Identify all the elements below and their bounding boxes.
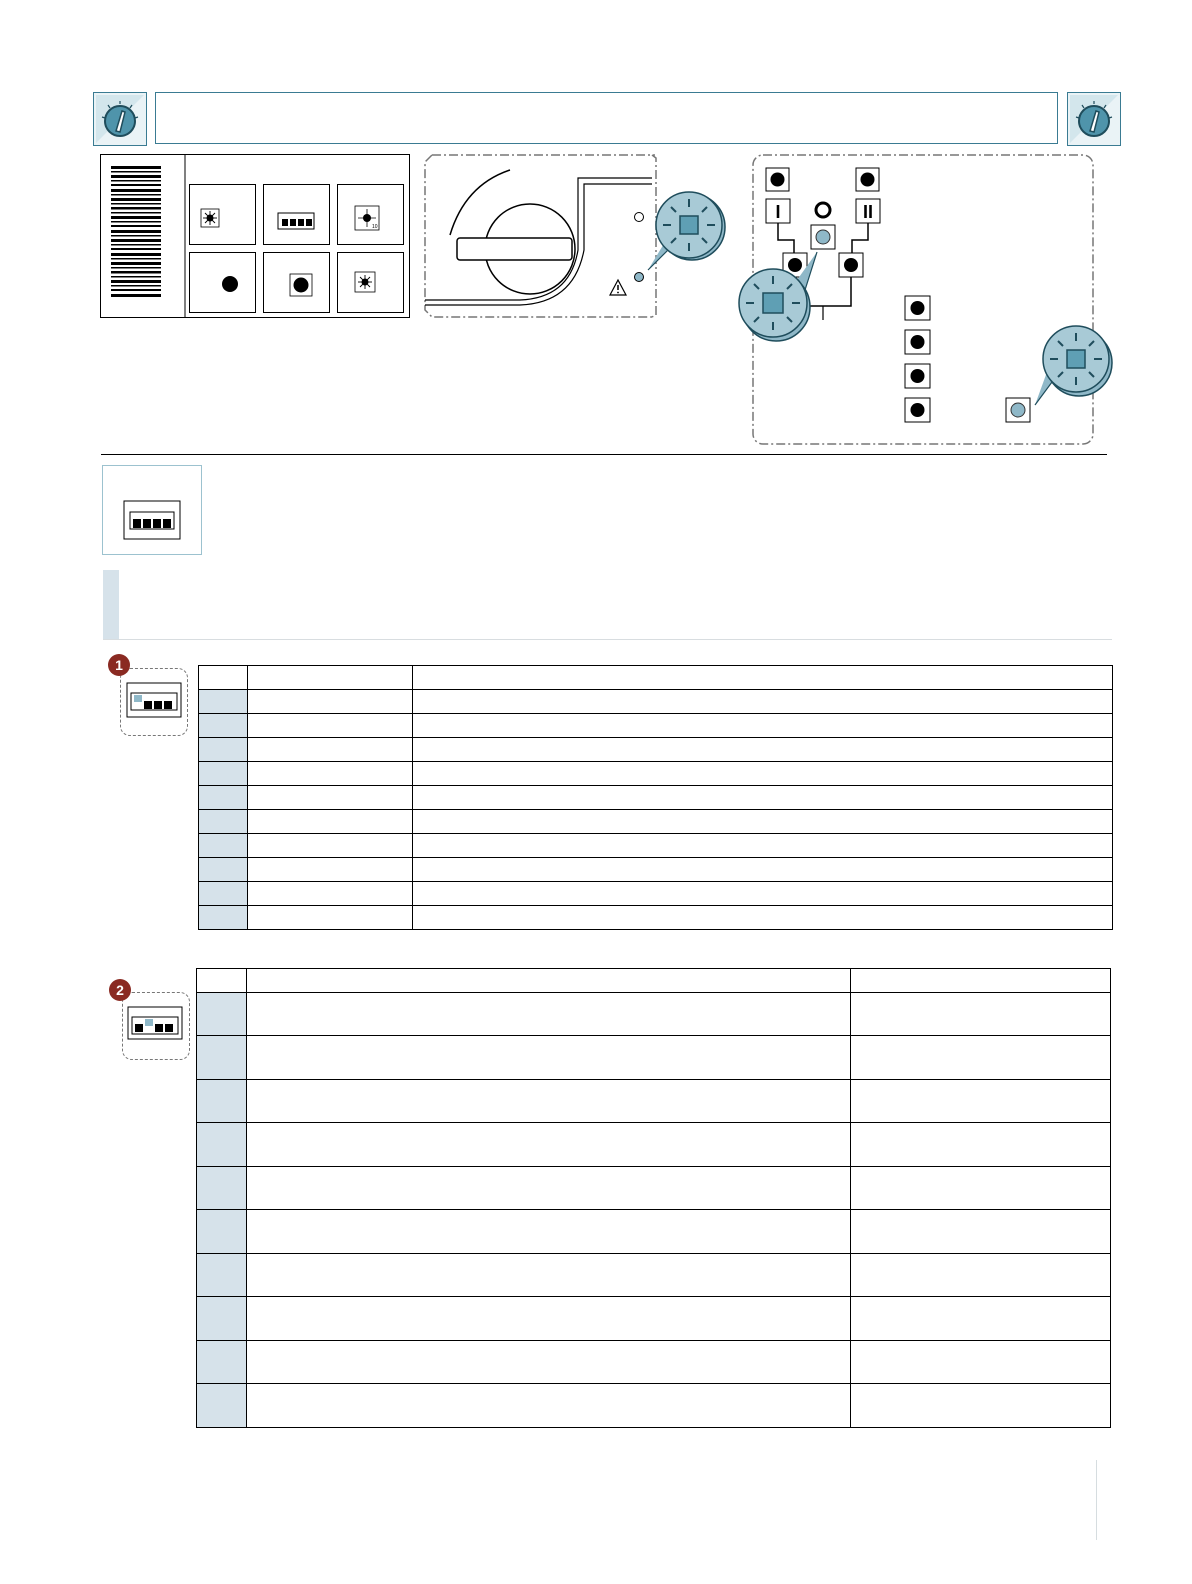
table-row bbox=[199, 738, 1113, 762]
svg-text:II: II bbox=[862, 202, 874, 222]
table-header-row bbox=[199, 666, 1113, 690]
page-margin-rule bbox=[1096, 1460, 1097, 1540]
schematic-led-top-right bbox=[856, 168, 879, 191]
svg-text:I: I bbox=[775, 202, 781, 222]
table-row bbox=[197, 1167, 1111, 1210]
dip-switch-panel bbox=[102, 465, 202, 555]
header-title-bar bbox=[155, 92, 1058, 144]
table-row bbox=[197, 1210, 1111, 1254]
table-row bbox=[197, 1080, 1111, 1123]
table-row bbox=[199, 858, 1113, 882]
table-row bbox=[197, 1297, 1111, 1341]
settings-table-2 bbox=[196, 968, 1111, 1428]
indicator-led-burst-2 bbox=[338, 253, 404, 313]
table-row bbox=[197, 1123, 1111, 1167]
dip-switch-1-frame bbox=[120, 668, 188, 736]
table-row bbox=[197, 993, 1111, 1036]
table-row bbox=[199, 714, 1113, 738]
table-row bbox=[197, 1384, 1111, 1428]
dip-switch-1-icon bbox=[121, 669, 186, 734]
indicator-led-dot-1 bbox=[190, 253, 256, 313]
table-header-row bbox=[197, 969, 1111, 993]
table-row bbox=[199, 810, 1113, 834]
rotary-handle-icon bbox=[457, 204, 575, 294]
table-row bbox=[199, 882, 1113, 906]
rotary-switch-icon bbox=[94, 93, 146, 145]
section-divider bbox=[101, 454, 1107, 455]
schematic-switch-one bbox=[766, 199, 790, 223]
settings-table-1 bbox=[198, 665, 1113, 930]
front-panel bbox=[100, 154, 412, 320]
callout-badge-1: 1 bbox=[108, 654, 130, 676]
table-row bbox=[199, 906, 1113, 930]
dip-switch-2-frame bbox=[122, 992, 190, 1060]
table-row bbox=[199, 690, 1113, 714]
indicator-dip-switch bbox=[264, 185, 330, 245]
schematic-panel bbox=[735, 150, 1120, 450]
rotary-switch-right bbox=[1067, 92, 1121, 146]
rotary-handle-device bbox=[420, 150, 740, 325]
callout-badge-2: 2 bbox=[109, 979, 131, 1001]
warning-icon bbox=[610, 280, 626, 295]
table-row bbox=[199, 834, 1113, 858]
status-led-callout bbox=[648, 192, 725, 270]
schematic-led-top-left bbox=[766, 168, 789, 191]
section-heading-bar bbox=[103, 570, 119, 640]
table-row bbox=[199, 762, 1113, 786]
table-row bbox=[197, 1036, 1111, 1080]
heading-underline bbox=[103, 639, 1112, 640]
dip-switch-2-icon bbox=[123, 993, 188, 1058]
table-row bbox=[197, 1341, 1111, 1384]
rotary-switch-left bbox=[93, 92, 147, 146]
rotary-switch-icon bbox=[1068, 93, 1120, 145]
table-row bbox=[199, 786, 1113, 810]
table-row bbox=[197, 1254, 1111, 1297]
schematic-switch-two bbox=[856, 199, 880, 223]
indicator-led-dot-2 bbox=[264, 253, 330, 313]
indicator-led-dimmer bbox=[338, 185, 404, 245]
barcode-icon bbox=[111, 166, 161, 297]
svg-text:10: 10 bbox=[372, 224, 378, 230]
dip-switch-icon bbox=[103, 466, 200, 553]
indicator-led-burst bbox=[190, 185, 256, 245]
